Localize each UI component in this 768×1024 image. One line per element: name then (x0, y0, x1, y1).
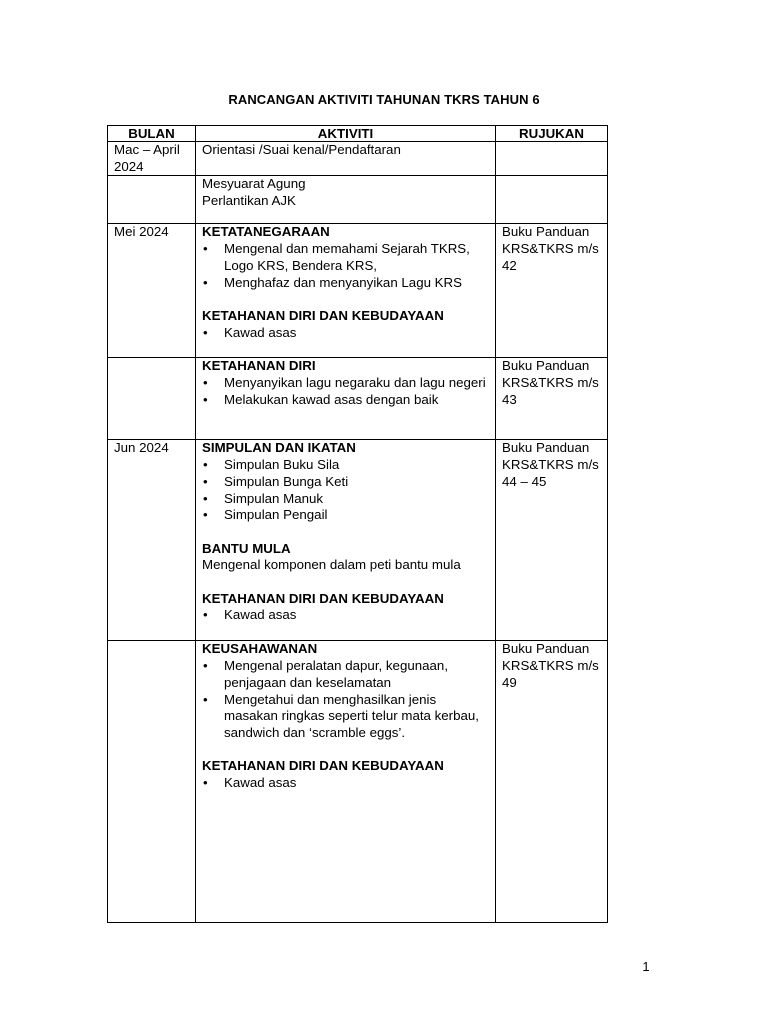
list-item-text: Mengenal peralatan dapur, kegunaan, penjagaan dan keselamatan (224, 658, 449, 690)
rujukan-cell: Buku Panduan KRS&TKRS m/s 44 – 45 (496, 440, 608, 641)
bullet-icon: • (203, 391, 208, 407)
activity-line: Perlantikan AJK (202, 193, 296, 209)
bulan-cell (108, 358, 196, 440)
list-item (202, 275, 490, 292)
aktiviti-cell (196, 176, 496, 224)
list-item-text: Mengetahui dan menghasilkan jenis masakan ringkas seperti telur mata kerbau, sandwich dan ‘scramble eggs’. (224, 691, 479, 740)
rujukan-cell (496, 142, 608, 176)
bullet-icon: • (203, 607, 208, 623)
table-header-row (108, 126, 608, 142)
list-item (202, 392, 490, 409)
aktiviti-cell (196, 440, 496, 641)
bullet-icon: • (203, 274, 208, 290)
rujukan-cell: Buku Panduan KRS&TKRS m/s 42 (496, 224, 608, 358)
header-rujukan: RUJUKAN (496, 126, 608, 142)
bullet-icon: • (203, 241, 208, 257)
bullet-list (202, 775, 490, 792)
rujukan-cell (496, 176, 608, 224)
document-title: RANCANGAN AKTIVITI TAHUNAN TKRS TAHUN 6 (228, 92, 540, 107)
activity-line: Mengenal komponen dalam peti bantu mula (202, 557, 461, 573)
section-heading: KETATANEGARAAN (202, 224, 330, 240)
bullet-icon: • (203, 473, 208, 489)
bullet-list (202, 325, 490, 342)
list-item-text: Melakukan kawad asas dengan baik (224, 391, 439, 407)
table-row (108, 641, 608, 923)
list-item (202, 474, 490, 491)
activity-plan-table (107, 125, 608, 923)
list-item-text: Simpulan Pengail (224, 507, 328, 523)
bullet-icon: • (203, 507, 208, 523)
table-row (108, 358, 608, 440)
list-item (202, 325, 490, 342)
rujukan-cell: Buku Panduan KRS&TKRS m/s 49 (496, 641, 608, 923)
bullet-list (202, 607, 490, 624)
table-row (108, 224, 608, 358)
list-item-text: Mengenal dan memahami Sejarah TKRS, Logo KRS, Bendera KRS, (224, 241, 470, 273)
aktiviti-cell (196, 641, 496, 923)
bulan-cell (108, 641, 196, 923)
table-row (108, 176, 608, 224)
bullet-icon: • (203, 775, 208, 791)
header-bulan: BULAN (108, 126, 196, 142)
activity-line: Orientasi /Suai kenal/Pendaftaran (202, 142, 401, 157)
section-heading: KETAHANAN DIRI DAN KEBUDAYAAN (202, 307, 444, 323)
bullet-icon: • (203, 490, 208, 506)
bulan-cell: Jun 2024 (108, 440, 196, 641)
list-item-text: Simpulan Manuk (224, 490, 324, 506)
bullet-icon: • (203, 324, 208, 340)
list-item (202, 658, 490, 691)
list-item-text: Simpulan Bunga Keti (224, 473, 349, 489)
list-item (202, 507, 490, 524)
list-item-text: Kawad asas (224, 607, 297, 623)
header-aktiviti: AKTIVITI (196, 126, 496, 142)
bullet-icon: • (203, 375, 208, 391)
bulan-cell (108, 176, 196, 224)
list-item (202, 457, 490, 474)
list-item-text: Simpulan Buku Sila (224, 457, 340, 473)
section-heading: SIMPULAN DAN IKATAN (202, 440, 356, 456)
section-heading: KETAHANAN DIRI DAN KEBUDAYAAN (202, 590, 444, 606)
list-item (202, 692, 490, 742)
list-item (202, 607, 490, 624)
section-heading: KETAHANAN DIRI DAN KEBUDAYAAN (202, 758, 444, 774)
section-heading: KEUSAHAWANAN (202, 641, 318, 657)
list-item-text: Menghafaz dan menyanyikan Lagu KRS (224, 274, 463, 290)
list-item-text: Menyanyikan lagu negaraku dan lagu negeri (224, 375, 486, 391)
list-item (202, 375, 490, 392)
bullet-list (202, 375, 490, 408)
section-heading: KETAHANAN DIRI (202, 358, 316, 374)
bulan-cell: Mei 2024 (108, 224, 196, 358)
bullet-icon: • (203, 691, 208, 707)
table-row (108, 142, 608, 176)
section-heading: BANTU MULA (202, 540, 291, 556)
aktiviti-cell (196, 224, 496, 358)
list-item (202, 491, 490, 508)
rujukan-cell: Buku Panduan KRS&TKRS m/s 43 (496, 358, 608, 440)
bullet-list (202, 658, 490, 742)
bullet-list (202, 241, 490, 291)
activity-line: Mesyuarat Agung (202, 176, 306, 192)
bullet-list (202, 457, 490, 524)
list-item-text: Kawad asas (224, 775, 297, 791)
aktiviti-cell (196, 142, 496, 176)
aktiviti-cell (196, 358, 496, 440)
page-number: 1 (642, 959, 650, 974)
list-item (202, 241, 490, 274)
bullet-icon: • (203, 457, 208, 473)
bullet-icon: • (203, 658, 208, 674)
bulan-cell: Mac – April 2024 (108, 142, 196, 176)
list-item-text: Kawad asas (224, 324, 297, 340)
table-row (108, 440, 608, 641)
list-item (202, 775, 490, 792)
